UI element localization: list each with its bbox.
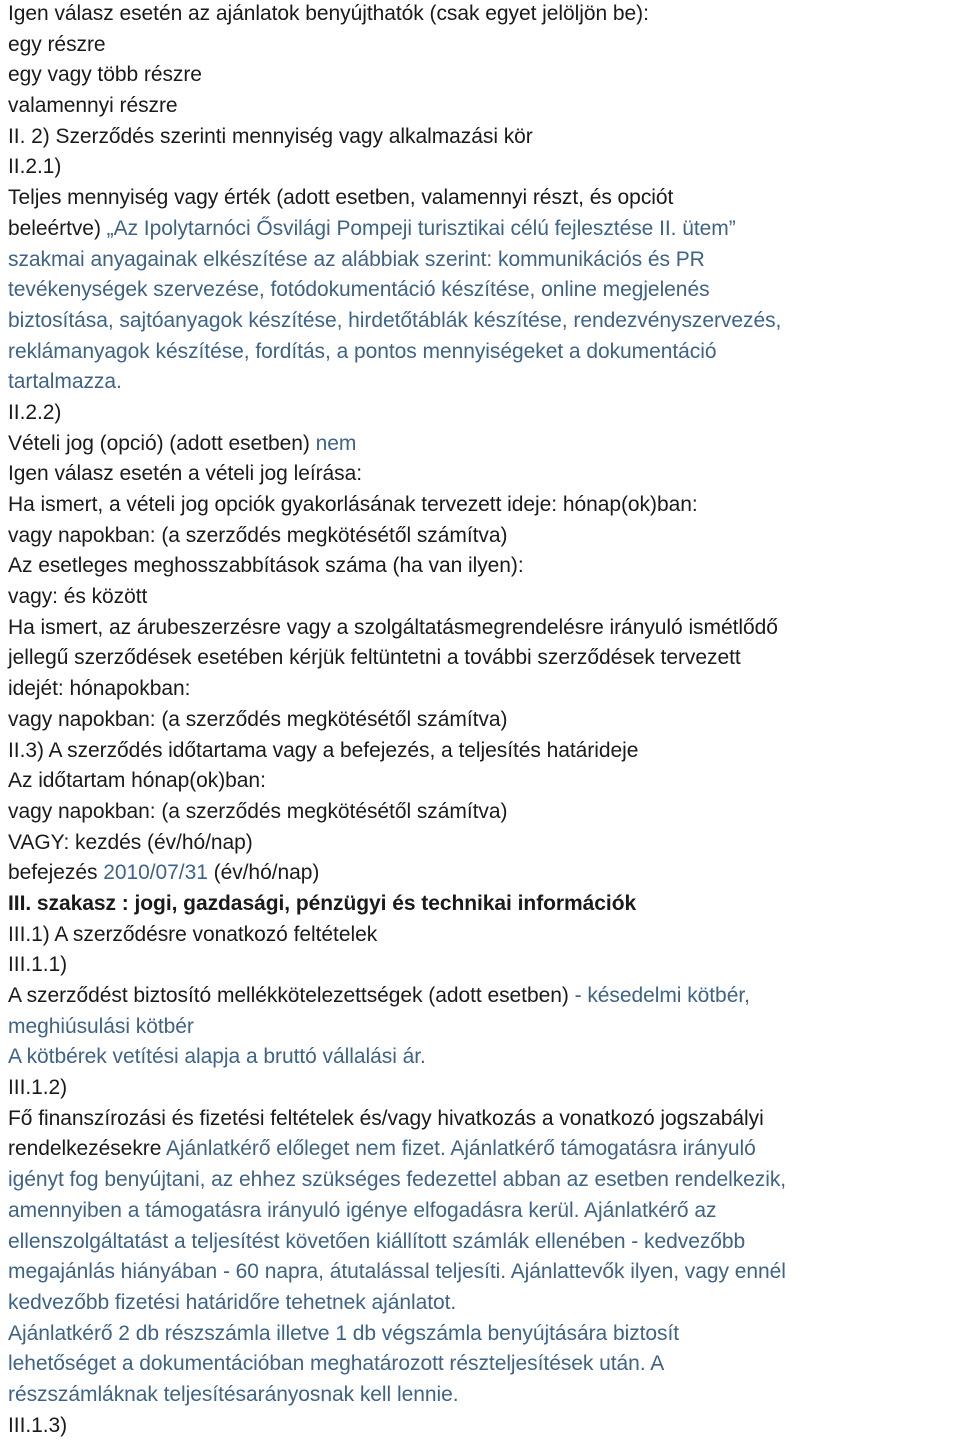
- label-text: II.2.1): [8, 155, 62, 179]
- label-text: beleértve): [8, 216, 107, 240]
- label-text: jellegű szerződések esetében kérjük feltüntetni a további szerződések tervezett: [8, 646, 741, 670]
- text-line: [8, 521, 958, 552]
- filled-value-text: tevékenységek szervezése, fotódokumentáció készítése, online megjelenés: [8, 278, 710, 302]
- filled-value-text: - késedelmi kötbér,: [574, 984, 750, 1007]
- filled-value-text: Ajánlatkérő előleget nem fizet. Ajánlatkérő támogatásra irányuló: [165, 1137, 756, 1161]
- text-line: [8, 950, 958, 981]
- text-line: [8, 858, 958, 889]
- label-text: VAGY: kezdés (év/hó/nap): [8, 830, 253, 854]
- filled-value-text: megajánlás hiányában - 60 napra, átutalással teljesíti. Ajánlattevők ilyen, vagy ennél: [8, 1260, 786, 1284]
- text-line: [8, 1349, 958, 1380]
- label-text: Az esetleges meghosszabbítások száma (ha van ilyen):: [8, 554, 524, 578]
- label-text: Fő finanszírozási és fizetési feltételek és/vagy hivatkozás a vonatkozó jogszabályi: [8, 1106, 764, 1130]
- text-line: [8, 674, 958, 705]
- text-line: [8, 643, 958, 674]
- text-line: [8, 367, 958, 398]
- label-text: III.1.2): [8, 1076, 68, 1100]
- text-line: [8, 398, 958, 429]
- label-text: rendelkezésekre: [8, 1137, 166, 1161]
- filled-value-text: „Az Ipolytarnóci Ősvilági Pompeji turisztikai célú fejlesztése II. ütem”: [106, 216, 736, 240]
- text-line: [8, 1073, 958, 1104]
- text-line: [8, 214, 958, 245]
- label-text: Igen válasz esetén a vételi jog leírása:: [8, 462, 363, 486]
- text-line: [8, 551, 958, 582]
- text-line: [8, 337, 958, 368]
- text-line: [8, 736, 958, 767]
- text-line: [8, 183, 958, 214]
- text-line: [8, 1104, 958, 1135]
- filled-value-text: A kötbérek vetítési alapja a bruttó vállalási ár.: [8, 1045, 426, 1069]
- label-text: Igen válasz esetén az ajánlatok benyújthatók (csak egyet jelöljön be):: [8, 2, 649, 25]
- text-line: [8, 60, 958, 91]
- filled-value-text: reklámanyagok készítése, fordítás, a pontos mennyiségeket a dokumentáció: [8, 339, 717, 363]
- label-text: Ha ismert, az árubeszerzésre vagy a szolgáltatásmegrendelésre irányuló ismétlődő: [8, 615, 778, 639]
- label-text: befejezés: [8, 861, 104, 885]
- label-text: egy vagy több részre: [8, 63, 202, 87]
- text-line: [8, 1257, 958, 1288]
- filled-value-text: lehetőséget a dokumentációban meghatározott részteljesítések után. A: [8, 1352, 665, 1376]
- filled-value-text: Ajánlatkérő 2 db részszámla illetve 1 db végszámla benyújtására biztosít: [8, 1321, 680, 1345]
- filled-value-text: igényt fog benyújtani, az ehhez szükséges fedezettel abban az esetben rendelkezik,: [8, 1168, 787, 1192]
- text-line: [8, 828, 958, 859]
- text-line: [8, 889, 958, 920]
- label-text: Vételi jog (opció) (adott esetben): [8, 431, 316, 455]
- label-text: vagy napokban: (a szerződés megkötésétől számítva): [8, 523, 508, 547]
- text-line: [8, 459, 958, 490]
- label-text: egy részre: [8, 32, 106, 56]
- label-text: vagy napokban: (a szerződés megkötésétől számítva): [8, 799, 508, 823]
- label-text: II.3) A szerződés időtartama vagy a befejezés, a teljesítés határideje: [8, 738, 639, 762]
- filled-value-text: kedvezőbb fizetési határidőre tehetnek ajánlatot.: [8, 1290, 457, 1314]
- text-line: [8, 582, 958, 613]
- filled-value-text: amennyiben a támogatásra irányuló igénye elfogadásra kerül. Ajánlatkérő az: [8, 1198, 717, 1222]
- text-line: [8, 1227, 958, 1258]
- text-line: [8, 152, 958, 183]
- filled-value-text: nem: [315, 431, 357, 455]
- text-line: [8, 766, 958, 797]
- text-line: [8, 920, 958, 951]
- text-line: [8, 1134, 958, 1165]
- filled-value-text: részszámláknak teljesítésarányosnak kell lennie.: [8, 1382, 459, 1406]
- label-text: Teljes mennyiség vagy érték (adott esetben, valamennyi részt, és opciót: [8, 186, 674, 210]
- text-line: [8, 1380, 958, 1411]
- text-line: [8, 1288, 958, 1319]
- filled-value-text: ellenszolgáltatást a teljesítést követően kiállított számlák ellenében - kedvezőbb: [8, 1229, 746, 1253]
- text-line: [8, 30, 958, 61]
- text-line: [8, 1042, 958, 1073]
- label-text: Az időtartam hónap(ok)ban:: [8, 769, 266, 793]
- filled-value-text: meghiúsulási kötbér: [8, 1014, 194, 1038]
- text-line: [8, 613, 958, 644]
- text-line: [8, 0, 958, 30]
- text-line: [8, 981, 958, 1012]
- label-text: idejét: hónapokban:: [8, 677, 191, 701]
- label-text: II. 2) Szerződés szerinti mennyiség vagy alkalmazási kör: [8, 124, 533, 148]
- label-text: A szerződést biztosító mellékkötelezettségek (adott esetben): [8, 984, 575, 1007]
- label-text: valamennyi részre: [8, 94, 178, 118]
- text-line: [8, 1196, 958, 1227]
- text-line: [8, 306, 958, 337]
- text-line: [8, 1012, 958, 1043]
- text-line: [8, 1411, 958, 1442]
- text-line: [8, 122, 958, 153]
- filled-value-text: biztosítása, sajtóanyagok készítése, hirdetőtáblák készítése, rendezvényszervezés,: [8, 308, 782, 332]
- text-line: [8, 429, 958, 460]
- label-text: III.1.3): [8, 1413, 68, 1437]
- text-line: [8, 1319, 958, 1350]
- label-text: (év/hó/nap): [207, 861, 320, 885]
- filled-value-text: 2010/07/31: [103, 861, 208, 885]
- label-text: II.2.2): [8, 400, 62, 424]
- label-text: III.1) A szerződésre vonatkozó feltételek: [8, 922, 378, 946]
- text-line: [8, 275, 958, 306]
- filled-value-text: szakmai anyagainak elkészítése az alábbiak szerint: kommunikációs és PR: [8, 247, 705, 271]
- filled-value-text: tartalmazza.: [8, 370, 122, 394]
- text-line: [8, 490, 958, 521]
- text-line: [8, 705, 958, 736]
- label-text: Ha ismert, a vételi jog opciók gyakorlásának tervezett ideje: hónap(ok)ban:: [8, 493, 698, 516]
- text-line: [8, 797, 958, 828]
- label-text: vagy napokban: (a szerződés megkötésétől számítva): [8, 707, 508, 731]
- text-line: [8, 91, 958, 122]
- label-text: vagy: és között: [8, 585, 148, 609]
- text-line: [8, 1165, 958, 1196]
- text-line: [8, 245, 958, 276]
- section-heading: III. szakasz : jogi, gazdasági, pénzügyi és technikai információk: [8, 891, 637, 915]
- label-text: III.1.1): [8, 953, 68, 977]
